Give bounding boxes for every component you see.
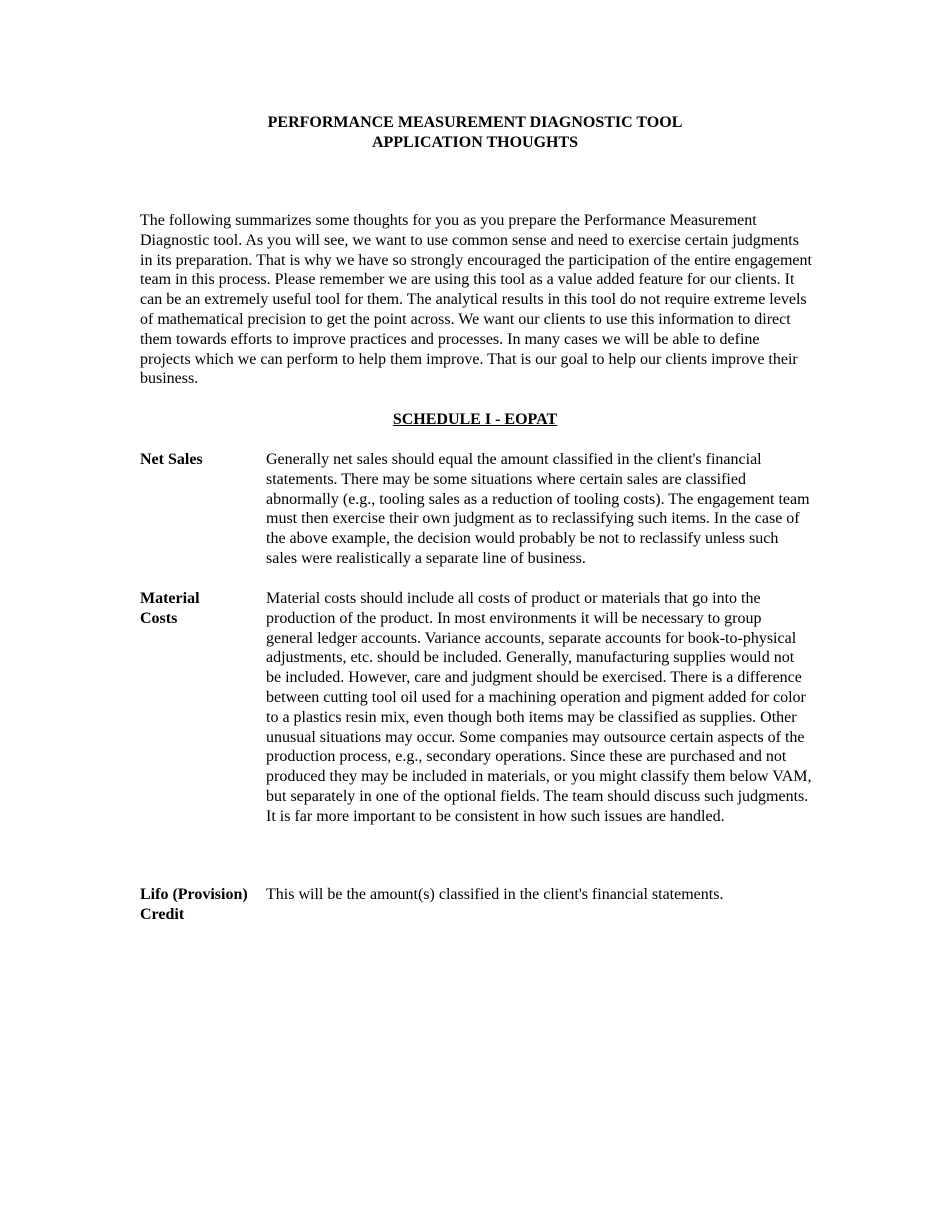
term-line: Material xyxy=(140,590,200,607)
term-line: Costs xyxy=(140,609,178,627)
definition-net-sales: Generally net sales should equal the amount classified in the client's financial statements. There may be some situations where certain sales are classified abnormally (e.g., tooling sales as a reduction of tooling costs). The engagement team must then exercise their own judgment as to reclassifying such items. In the case of the above example, the decision would probably be not to reclassify unless such sales were realistically a separate line of business. xyxy=(266,451,810,567)
title-line-1: PERFORMANCE MEASUREMENT DIAGNOSTIC TOOL xyxy=(267,114,683,131)
term-material-costs xyxy=(140,589,264,629)
definition-material-costs: Material costs should include all costs of product or materials that go into the production of the product. In most environments it will be necessary to group general ledger accounts. Variance accounts, separate accounts for book-to-physical adjustments, etc. should be included. Generally, manufacturing supplies would not be included. However, care and judgment should be exercised. There is a difference between cutting tool oil used for a machining operation and pigment added for color to a plastics resin mix, even though both items may be classified as supplies. Other unusual situations may occur. Some companies may outsource certain aspects of the production process, e.g., secondary operations. Since these are purchased and not produced they may be included in materials, or you might classify them below VAM, but separately in one of the optional fields. The team should discuss such judgments. It is far more important to be consistent in how such issues are handled. xyxy=(266,590,812,825)
term-line: Lifo (Provision) xyxy=(140,886,248,903)
intro-paragraph: The following summarizes some thoughts for you as you prepare the Performance Measurement Diagnostic tool. As you will see, we want to use common sense and need to exercise certain judgments in its preparation. That is why we have so strongly encouraged the participation of the entire engagement team in this process. Please remember we are using this tool as a value added feature for our clients. It can be an extremely useful tool for them. The analytical results in this tool do not require extreme levels of mathematical precision to get the point across. We want our clients to use this information to direct them towards efforts to improve practices and processes. In many cases we will be able to define projects which we can perform to help them improve. That is our goal to help our clients improve their business. xyxy=(140,212,812,388)
term-net-sales xyxy=(140,450,264,470)
term-lifo-provision-credit xyxy=(140,885,264,925)
definition-lifo-provision-credit: This will be the amount(s) classified in the client's financial statements. xyxy=(266,886,724,903)
document-title xyxy=(140,113,810,153)
term-line: Credit xyxy=(140,905,185,923)
title-line-2: APPLICATION THOUGHTS xyxy=(371,134,579,151)
term-line: Net Sales xyxy=(140,451,203,468)
section-heading: SCHEDULE I - EOPAT xyxy=(392,411,558,428)
